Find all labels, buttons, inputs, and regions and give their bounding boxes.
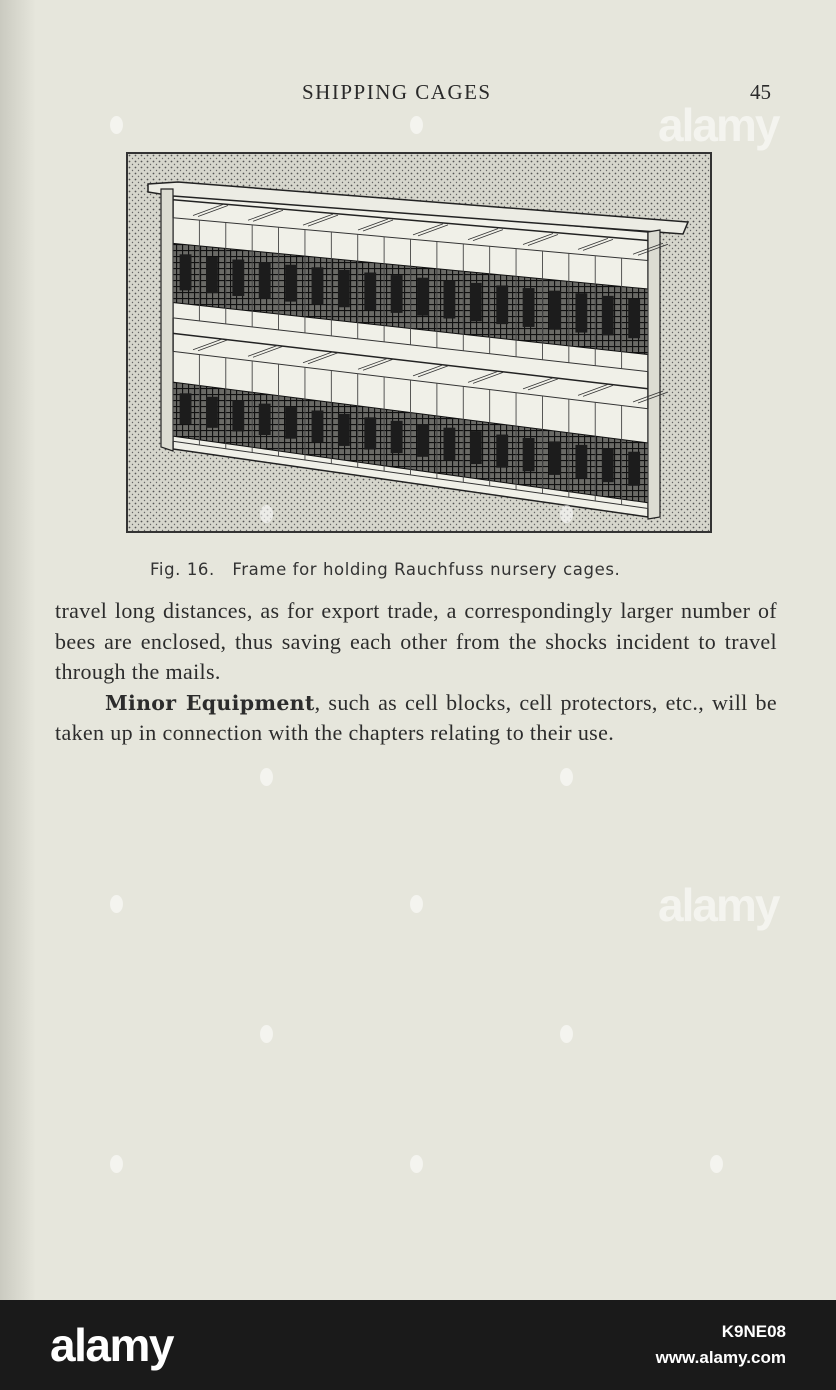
watermark-dot <box>260 1025 273 1043</box>
nursery-cage-frame-illustration <box>128 154 710 531</box>
cage-plug <box>549 291 561 330</box>
cage-plug <box>285 407 297 439</box>
cage-plug <box>338 270 350 307</box>
watermark-dot <box>560 505 573 523</box>
cage-plug <box>312 267 324 304</box>
cage-plug <box>285 265 297 302</box>
watermark-dot <box>410 895 423 913</box>
left-end-bar <box>161 189 173 451</box>
cage-plug <box>602 448 614 482</box>
image-id: K9NE08 <box>721 1322 786 1341</box>
figure-caption: Fig. 16. Frame for holding Rauchfuss nursery cages. <box>150 560 621 579</box>
cage-plug <box>364 272 376 310</box>
cage-plug <box>470 431 482 464</box>
cage-plug <box>496 435 508 468</box>
cage-plug <box>206 397 218 428</box>
watermark-dot <box>260 505 273 523</box>
cage-plug <box>417 278 429 316</box>
cage-plug <box>338 414 350 446</box>
watermark-dot <box>410 116 423 134</box>
watermark-dot <box>110 1155 123 1173</box>
cage-plug <box>259 262 271 299</box>
cage-plug <box>575 293 587 332</box>
cage-plug <box>549 441 561 475</box>
brand-logo: alamy <box>50 1319 173 1371</box>
cage-plug <box>496 285 508 324</box>
running-title: SHIPPING CAGES <box>302 80 492 104</box>
paragraph-2 <box>55 688 777 749</box>
cage-plug <box>180 254 192 290</box>
stock-footer <box>0 1300 836 1390</box>
watermark-dot <box>260 768 273 786</box>
site-url: www.alamy.com <box>655 1348 786 1367</box>
cage-plug <box>470 283 482 321</box>
cage-plug <box>523 288 535 327</box>
cage-plug <box>443 280 455 318</box>
cage-plug <box>232 260 244 296</box>
cage-plug <box>180 393 192 424</box>
body-text <box>55 596 777 749</box>
paragraph-2-text: , such as cell blocks, cell protectors, etc., will be taken up in connection with the chapters relating to their use. <box>55 689 777 745</box>
right-end-bar <box>648 230 660 519</box>
cage-plug <box>628 452 640 486</box>
watermark-middle: alamy <box>658 879 779 931</box>
cage-plug <box>443 428 455 461</box>
watermark-dot <box>110 116 123 134</box>
cage-plug <box>206 257 218 293</box>
watermark-top: alamy <box>658 99 779 151</box>
watermark-dot <box>560 1025 573 1043</box>
cage-plug <box>391 421 403 453</box>
cage-plug <box>391 275 403 313</box>
cage-plug <box>523 438 535 471</box>
paragraph-1: travel long distances, as for export trade, a correspondingly larger number of bees are enclosed, thus saving each other from the shocks incident to travel through the mails. <box>55 598 777 684</box>
cage-plug <box>312 410 324 442</box>
section-heading: Minor Equipment <box>105 690 315 715</box>
figure-16 <box>126 152 712 533</box>
watermark-dot <box>560 768 573 786</box>
cage-plug <box>364 417 376 449</box>
cage-plug <box>602 296 614 336</box>
cage-plug <box>417 424 429 457</box>
cage-plug <box>259 404 271 435</box>
page-number: 45 <box>750 80 771 104</box>
cage-plug <box>575 445 587 479</box>
cage-plug <box>232 400 244 431</box>
watermark-dot <box>410 1155 423 1173</box>
watermark-dot <box>110 895 123 913</box>
watermark-dot <box>710 1155 723 1173</box>
cage-plug <box>628 298 640 338</box>
